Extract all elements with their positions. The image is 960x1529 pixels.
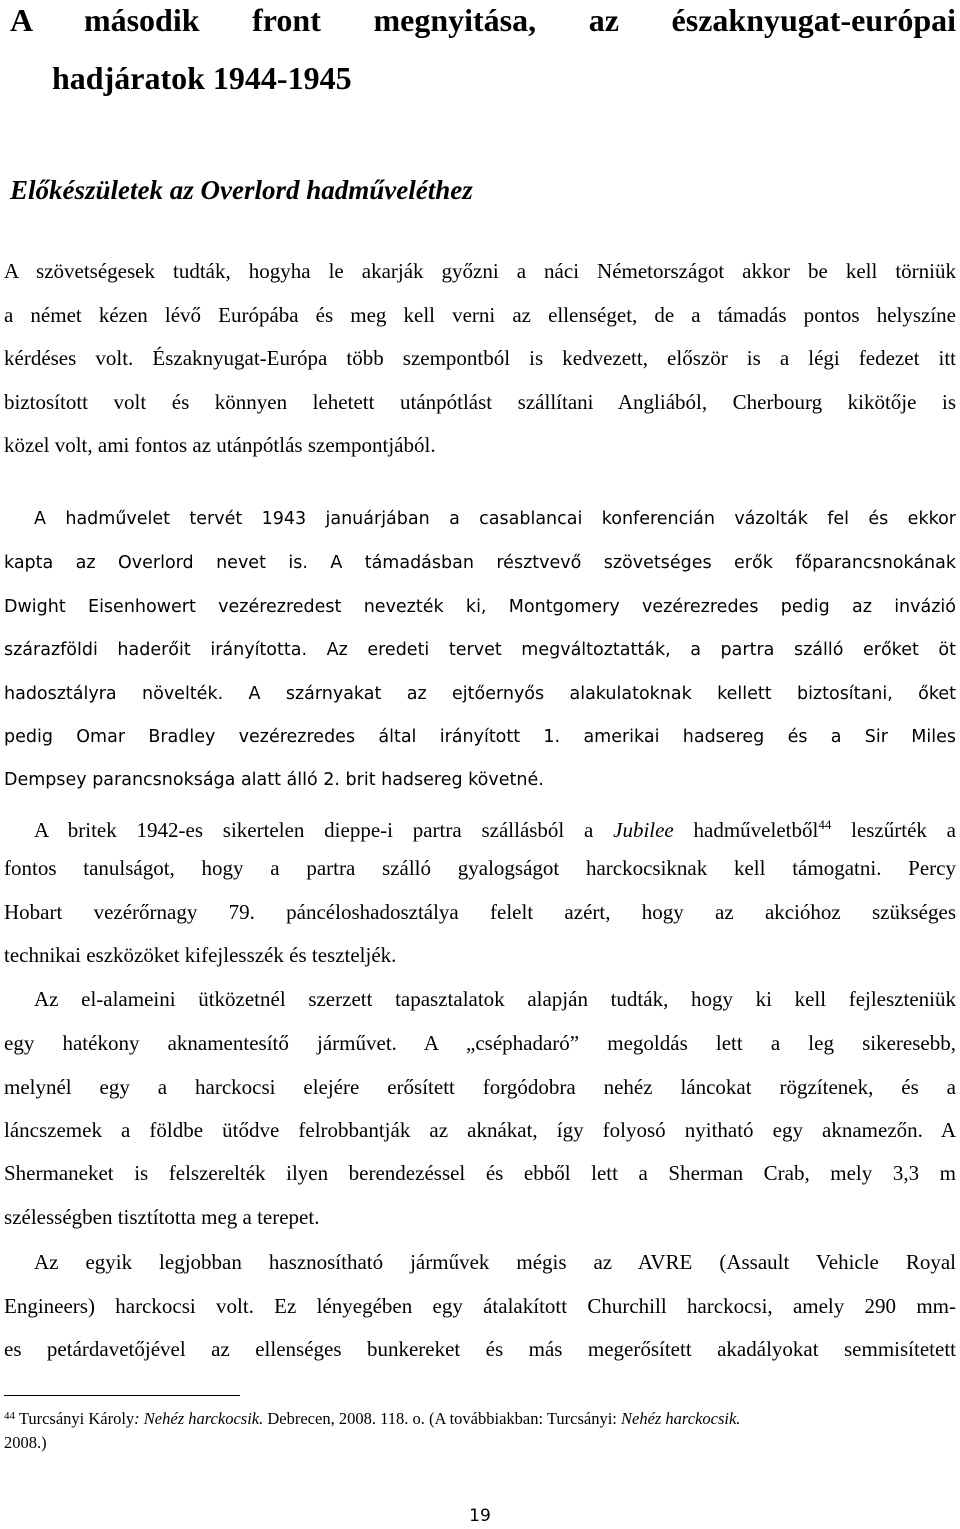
paragraph-2-line: kapta az Overlord nevet is. A támadásban résztvevő szövetséges erők főparancsnokának xyxy=(4,553,956,573)
footnote-separator xyxy=(4,1395,240,1396)
paragraph-2-line: Dwight Eisenhowert vezérezredest nevezték ki, Montgomery vezérezredes pedig az invázió xyxy=(4,597,956,617)
paragraph-5-line: Engineers) harckocsi volt. Ez lényegében egy átalakított Churchill harckocsi, amely 290 mm- xyxy=(4,1294,956,1318)
paragraph-3-text: hadműveletből xyxy=(673,818,819,842)
paragraph-5-line: es petárdavetőjével az ellenséges bunkereket és más megerősített akadályokat semmisítetett xyxy=(4,1337,956,1361)
paragraph-1-line: a német kézen lévő Európába és meg kell verni az ellenséget, de a támadás pontos helyszíne xyxy=(4,303,956,327)
paragraph-2-line: hadosztályra növelték. A szárnyakat az ejtőernyős alakulatoknak kellett biztosítani, őket xyxy=(4,684,956,704)
paragraph-2-line: Dempsey parancsnoksága alatt álló 2. brit hadsereg követné. xyxy=(4,770,544,790)
footnote-book-title: : Nehéz harckocsik. xyxy=(134,1409,264,1428)
paragraph-3-text: A britek 1942-es sikertelen dieppe-i partra szállásból a xyxy=(34,818,614,842)
footnote-text: Debrecen, 2008. 118. o. (A továbbiakban: Turcsányi: xyxy=(263,1409,621,1428)
paragraph-2-line: szárazföldi haderőit irányította. Az eredeti tervet megváltoztatták, a partra szálló erőket öt xyxy=(4,640,956,660)
paragraph-1-line: közel volt, ami fontos az utánpótlás szempontjából. xyxy=(4,433,436,457)
footnote-author: Turcsányi Károly xyxy=(15,1409,135,1428)
chapter-title-line-2: hadjáratok 1944-1945 xyxy=(52,60,352,96)
paragraph-3-line: fontos tanulságot, hogy a partra szálló gyalogságot harckocsiknak kell támogatni. Percy xyxy=(4,856,956,880)
paragraph-1-line: biztosított volt és könnyen lehetett utánpótlást szállítani Angliából, Cherbourg kikötője is xyxy=(4,390,956,414)
chapter-title-line-1: A második front megnyitása, az északnyugat-európai xyxy=(10,2,956,38)
paragraph-4-line: melynél egy a harckocsi elejére erősített forgódobra nehéz láncokat rögzítenek, és a xyxy=(4,1075,956,1099)
section-heading: Előkészületek az Overlord hadműveléthez xyxy=(10,175,473,205)
paragraph-3-line xyxy=(34,809,956,841)
operation-name-italic: Jubilee xyxy=(613,818,674,842)
footnote-number: 44 xyxy=(4,1410,15,1422)
footnote-book-title: Nehéz harckocsik. xyxy=(620,1409,741,1428)
page-number: 19 xyxy=(469,1506,491,1526)
paragraph-4-line: Az el-alameini ütközetnél szerzett tapasztalatok alapján tudták, hogy ki kell fejleszteniük xyxy=(34,987,956,1011)
footnote-continuation: 2008.) xyxy=(4,1433,47,1452)
paragraph-3-line: technikai eszközöket kifejlesszék és teszteljék. xyxy=(4,943,397,967)
footnote xyxy=(4,1405,956,1427)
paragraph-5-line: Az egyik legjobban hasznosítható járművek mégis az AVRE (Assault Vehicle Royal xyxy=(34,1250,956,1274)
paragraph-1-line: kérdéses volt. Északnyugat-Európa több szempontból is kedvezett, először is a légi fedezet itt xyxy=(4,346,956,370)
paragraph-4-line: Shermaneket is felszerelték ilyen berendezéssel és ebből lett a Sherman Crab, mely 3,3 m xyxy=(4,1161,956,1185)
paragraph-2-line: A hadművelet tervét 1943 januárjában a casablancai konferencián vázolták fel és ekkor xyxy=(34,509,956,529)
footnote-reference[interactable]: 44 xyxy=(818,817,832,832)
paragraph-4-line: egy hatékony aknamentesítő járművet. A „cséphadaró” megoldás lett a leg sikeresebb, xyxy=(4,1031,956,1055)
paragraph-4-line: szélességben tisztította meg a terepet. xyxy=(4,1205,320,1229)
paragraph-2-line: pedig Omar Bradley vezérezredes által irányított 1. amerikai hadsereg és a Sir Miles xyxy=(4,727,956,747)
paragraph-3-line: Hobart vezérőrnagy 79. páncéloshadosztálya felelt azért, hogy az akcióhoz szükséges xyxy=(4,900,956,924)
paragraph-1-line: A szövetségesek tudták, hogyha le akarják győzni a náci Németországot akkor be kell törniük xyxy=(4,259,956,283)
paragraph-4-line: láncszemek a földbe ütődve felrobbantják az aknákat, így folyosó nyitható egy aknamezőn. A xyxy=(4,1118,956,1142)
paragraph-3-text: leszűrték a xyxy=(831,818,956,842)
